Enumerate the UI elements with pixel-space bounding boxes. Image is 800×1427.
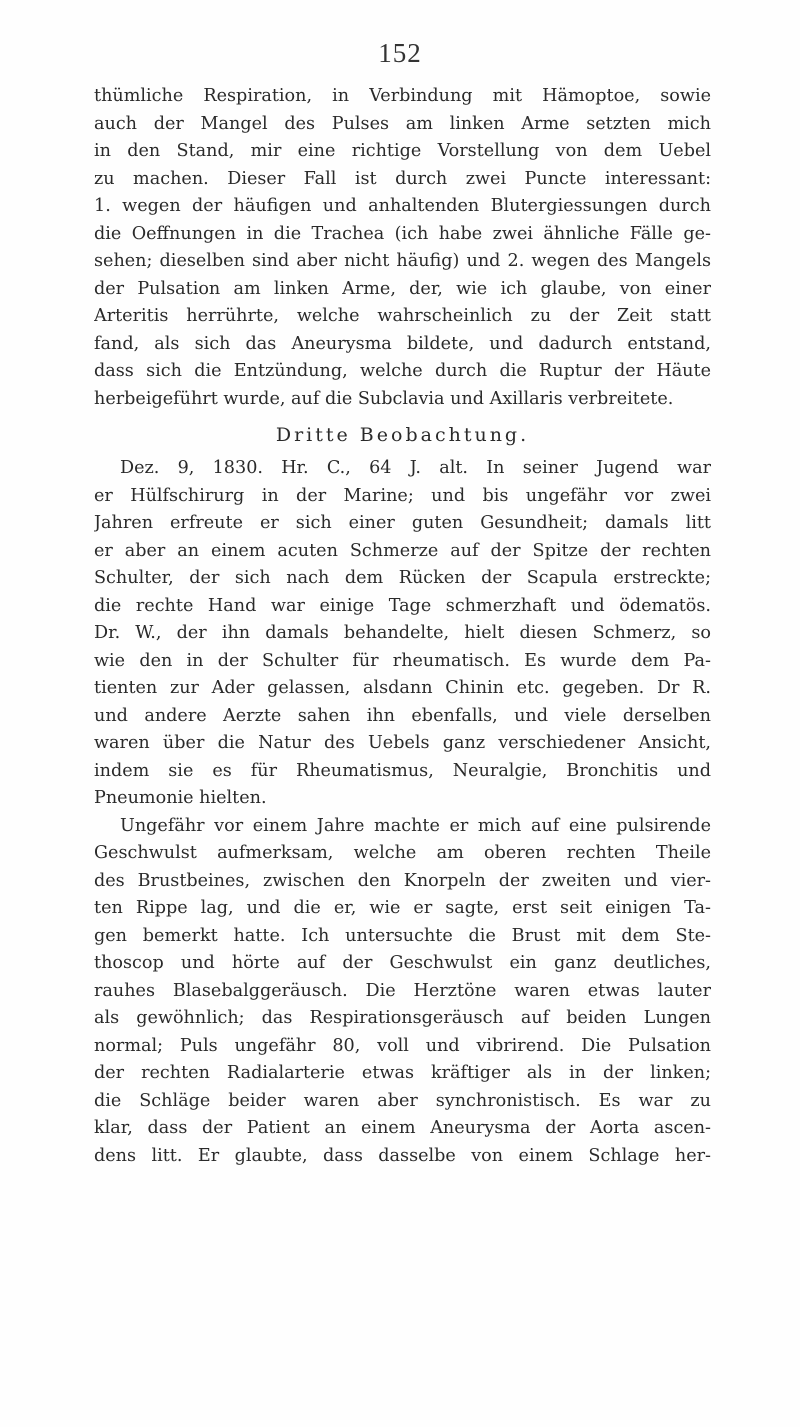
text-line: klar, dass der Patient an einem Aneurysma der Aorta ascen- xyxy=(94,1118,711,1138)
text-line: Jahren erfreute er sich einer guten Gesundheit; damals litt xyxy=(94,513,711,533)
text-line: des Brustbeines, zwischen den Knorpeln der zweiten und vier- xyxy=(94,870,711,891)
text-line: die Oeffnungen in die Trachea (ich habe zwei ähnliche Fälle ge- xyxy=(94,223,711,244)
text-block-continuation xyxy=(94,83,711,413)
text-line: wie den in der Schulter für rheumatisch. Es wurde dem Pa- xyxy=(94,650,711,671)
text-line: rauhes Blasebalggeräusch. Die Herztöne waren etwas lauter xyxy=(94,980,711,1001)
text-line: ten Rippe lag, und die er, wie er sagte, erst seit einigen Ta- xyxy=(94,898,711,918)
text-line: Ungefähr vor einem Jahre machte er mich auf eine pulsirende xyxy=(120,815,711,836)
text-line: dens litt. Er glaubte, dass dasselbe von einem Schlage her- xyxy=(94,1145,711,1166)
text-line: tienten zur Ader gelassen, alsdann Chinin etc. gegeben. Dr R. xyxy=(94,678,711,698)
text-line: der rechten Radialarterie etwas kräftiger als in der linken; xyxy=(94,1063,711,1083)
text-line: thoscop und hörte auf der Geschwulst ein ganz deutliches, xyxy=(94,953,711,973)
text-line: die Schläge beider waren aber synchronistisch. Es war zu xyxy=(94,1090,711,1111)
text-line: er aber an einem acuten Schmerze auf der Spitze der rechten xyxy=(94,540,711,561)
text-line: dass sich die Entzündung, welche durch die Ruptur der Häute xyxy=(94,361,711,381)
text-line: fand, als sich das Aneurysma bildete, und dadurch entstand, xyxy=(94,333,711,354)
text-line: der Pulsation am linken Arme, der, wie ich glaube, von einer xyxy=(94,278,711,299)
text-line: als gewöhnlich; das Respirationsgeräusch auf beiden Lungen xyxy=(94,1008,711,1028)
body-text xyxy=(94,83,711,1170)
paragraph xyxy=(94,455,711,813)
text-line: Schulter, der sich nach dem Rücken der Scapula erstreckte; xyxy=(94,568,711,588)
text-line: gen bemerkt hatte. Ich untersuchte die Brust mit dem Ste- xyxy=(94,925,711,946)
text-line: Pneumonie hielten. xyxy=(94,788,267,808)
text-line: die rechte Hand war einige Tage schmerzhaft und ödematös. xyxy=(94,595,711,616)
text-line: indem sie es für Rheumatismus, Neuralgie, Bronchitis und xyxy=(94,760,711,781)
section-heading: Dritte Beobachtung. xyxy=(275,424,530,446)
paragraph xyxy=(94,813,711,1171)
text-line: 1. wegen der häufigen und anhaltenden Blutergiessungen durch xyxy=(94,196,711,216)
text-line: und andere Aerzte sahen ihn ebenfalls, und viele derselben xyxy=(94,705,711,726)
text-line: normal; Puls ungefähr 80, voll und vibrirend. Die Pulsation xyxy=(94,1035,711,1056)
page-number: 152 xyxy=(378,38,422,68)
text-line: auch der Mangel des Pulses am linken Arme setzten mich xyxy=(94,113,711,134)
text-line: sehen; dieselben sind aber nicht häufig) und 2. wegen des Mangels xyxy=(94,251,711,271)
text-line: Dr. W., der ihn damals behandelte, hielt diesen Schmerz, so xyxy=(94,623,711,643)
text-line: Dez. 9, 1830. Hr. C., 64 J. alt. In seiner Jugend war xyxy=(120,458,711,478)
text-line: Geschwulst aufmerksam, welche am oberen rechten Theile xyxy=(94,843,711,863)
text-line: thümliche Respiration, in Verbindung mit Hämoptoe, sowie xyxy=(94,86,711,106)
text-line: zu machen. Dieser Fall ist durch zwei Puncte interessant: xyxy=(94,168,711,189)
text-line: er Hülfschirurg in der Marine; und bis ungefähr vor zwei xyxy=(94,485,711,506)
text-line: waren über die Natur des Uebels ganz verschiedener Ansicht, xyxy=(94,733,711,753)
text-line: in den Stand, mir eine richtige Vorstellung von dem Uebel xyxy=(94,141,711,161)
text-line: Arteritis herrührte, welche wahrscheinlich zu der Zeit statt xyxy=(94,306,711,326)
text-line: herbeigeführt wurde, auf die Subclavia und Axillaris verbreitete. xyxy=(94,388,674,409)
